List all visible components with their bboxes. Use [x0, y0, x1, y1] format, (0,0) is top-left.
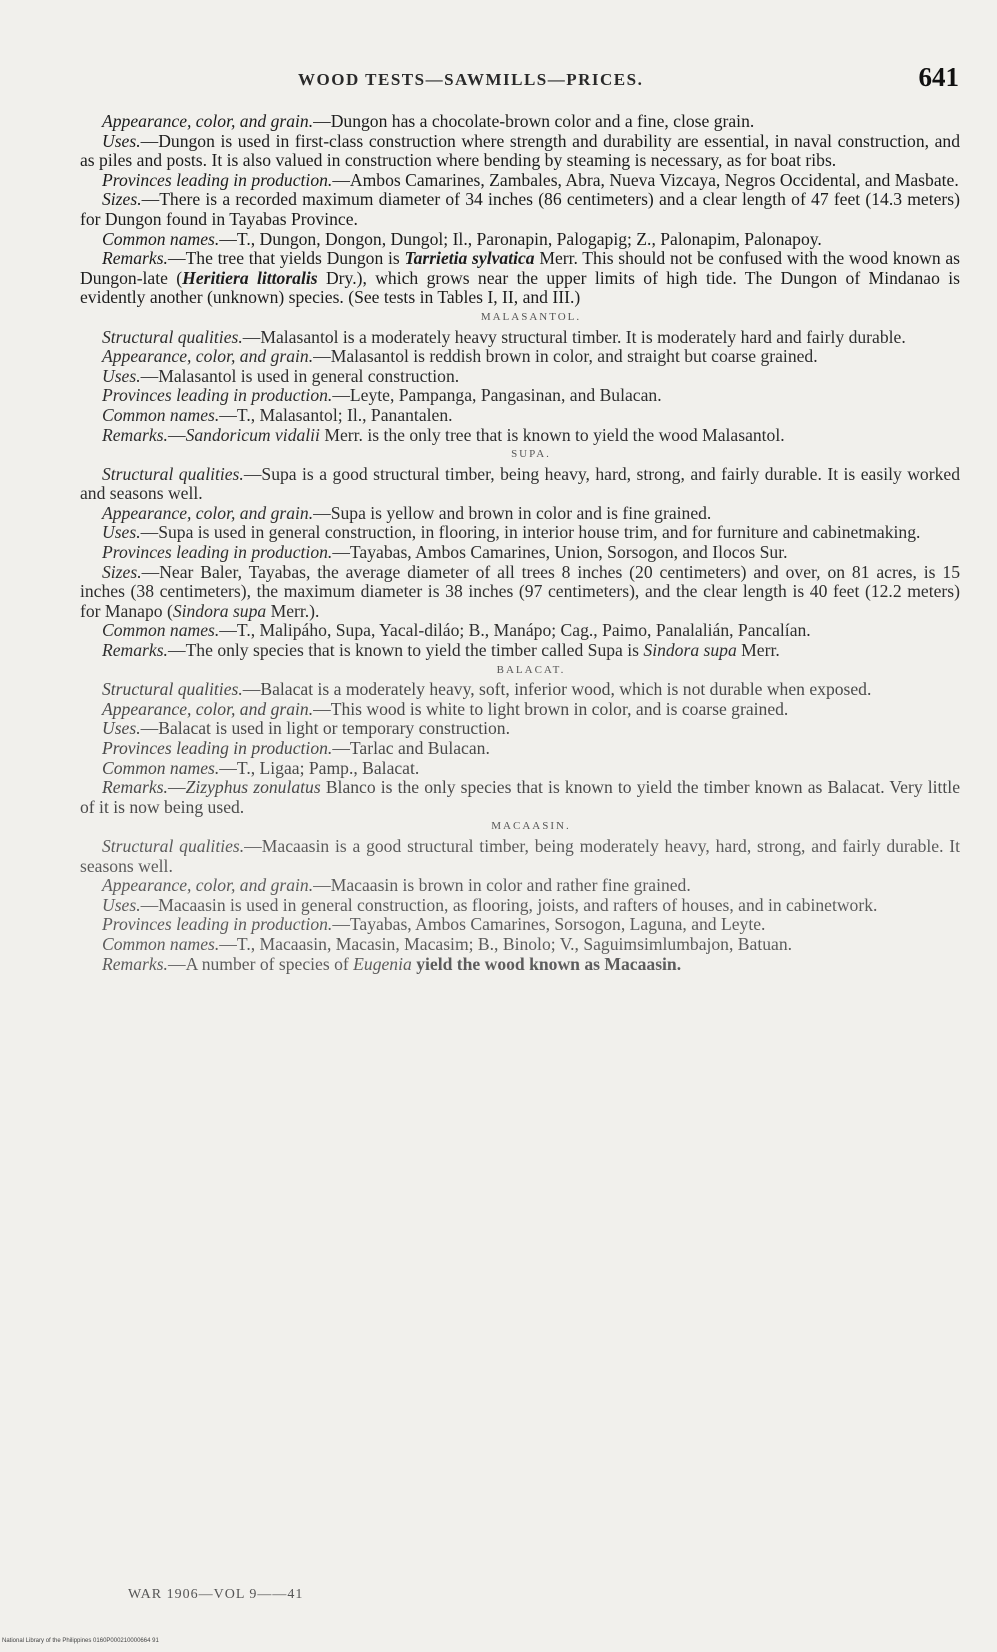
paragraph-appearance [80, 504, 960, 524]
paragraph-uses [80, 523, 960, 543]
section-macaasin [80, 817, 960, 974]
label-structural: Structural qualities. [102, 835, 245, 856]
paragraph-uses [80, 719, 960, 739]
label-remarks: Remarks. [102, 424, 168, 445]
section-balacat [80, 661, 960, 818]
text-uses: —Supa is used in general construction, in flooring, in interior house trim, and for furniture and cabinetmaking. [140, 522, 921, 543]
paragraph-structural [80, 680, 960, 700]
label-common-names: Common names. [102, 757, 220, 778]
paragraph-appearance [80, 112, 960, 132]
text-uses: —Malasantol is used in general construction. [140, 365, 460, 386]
label-uses: Uses. [102, 365, 141, 386]
label-common-names: Common names. [102, 933, 220, 954]
paragraph-common-names [80, 230, 960, 250]
paragraph-appearance [80, 347, 960, 367]
paragraph-structural [80, 328, 960, 348]
scientific-name: Sandoricum vidalii [185, 424, 320, 445]
label-provinces: Provinces leading in production. [102, 169, 333, 190]
label-sizes: Sizes. [102, 189, 142, 210]
text-sizes: —There is a recorded maximum diameter of 34 inches (86 centimeters) and a clear length of 47 feet (14.3 meters) for Dungon found in Tayabas Province. [80, 189, 960, 229]
label-appearance: Appearance, color, and grain. [102, 502, 314, 523]
text-structural: —Balacat is a moderately heavy, soft, inferior wood, which is not durable when exposed. [242, 679, 872, 700]
text-remarks-c: Dry.), which grows near the upper limits of high tide. The Dungon of Mindanao is evidently another (unknown) species. (See tests in Tables I, II, and III.) [80, 267, 960, 308]
text-structural: —Supa is a good structural timber, being heavy, hard, strong, and fairly durable. It is easily worked and seasons well. [80, 463, 960, 504]
label-provinces: Provinces leading in production. [102, 914, 333, 935]
paragraph-structural [80, 837, 960, 876]
label-common-names: Common names. [102, 620, 220, 641]
text-structural: —Macaasin is a good structural timber, being moderately heavy, hard, strong, and fairly durable. It seasons well. [80, 835, 961, 876]
text-remarks-a: —The only species that is known to yield the timber called Supa is [167, 640, 644, 661]
text-remarks-a: — [167, 424, 186, 445]
text-remarks-a: — [167, 777, 186, 798]
running-title: WOOD TESTS—SAWMILLS—PRICES. [298, 70, 644, 89]
paragraph-common-names [80, 935, 960, 955]
label-uses: Uses. [102, 130, 141, 151]
paragraph-uses [80, 896, 960, 916]
paragraph-provinces [80, 543, 960, 563]
text-provinces: —Tayabas, Ambos Camarines, Union, Sorsogon, and Ilocos Sur. [332, 542, 788, 563]
label-common-names: Common names. [102, 228, 220, 249]
text-common-names: —T., Dungon, Dongon, Dungol; Il., Paronapin, Palogapig; Z., Palonapim, Palonapoy. [219, 228, 822, 249]
page-header [78, 62, 959, 102]
text-uses: —Balacat is used in light or temporary construction. [140, 718, 510, 739]
label-remarks: Remarks. [102, 248, 168, 269]
label-common-names: Common names. [102, 404, 220, 425]
text-remarks-b: Merr. [736, 640, 780, 661]
label-sizes: Sizes. [102, 561, 142, 582]
scientific-name: Eugenia [353, 953, 412, 974]
text-provinces: —Leyte, Pampanga, Pangasinan, and Bulacan. [332, 385, 662, 406]
label-provinces: Provinces leading in production. [102, 542, 333, 563]
label-provinces: Provinces leading in production. [102, 738, 333, 758]
label-appearance: Appearance, color, and grain. [102, 346, 314, 367]
scan-credit: National Library of the Philippines 0160P000210000664 91 [2, 1638, 159, 1644]
paragraph-structural [80, 465, 960, 504]
section-heading: MALASANTOL. [480, 310, 582, 323]
text-common-names: —T., Malasantol; Il., Panantalen. [219, 404, 453, 425]
paragraph-uses [80, 132, 960, 171]
section-heading: MACAASIN. [491, 820, 571, 833]
section-supa [80, 445, 960, 661]
text-remarks-b: Merr. is the only tree that is known to yield the wood Malasantol. [319, 424, 785, 445]
paragraph-common-names [80, 406, 960, 426]
text-common-names: —T., Ligaa; Pamp., Balacat. [219, 757, 420, 778]
label-appearance: Appearance, color, and grain. [102, 875, 314, 896]
label-appearance: Appearance, color, and grain. [102, 111, 314, 131]
label-remarks: Remarks. [102, 953, 168, 974]
text-common-names: —T., Macaasin, Macasin, Macasim; B., Binolo; V., Saguimsimlumbajon, Batuan. [219, 933, 793, 954]
paragraph-common-names [80, 759, 960, 779]
text-appearance: —Supa is yellow and brown in color and is fine grained. [313, 502, 712, 523]
label-structural: Structural qualities. [102, 463, 244, 484]
paragraph-remarks [80, 426, 960, 446]
text-remarks-a: —The tree that yields Dungon is [167, 248, 405, 269]
text-provinces: —Tarlac and Bulacan. [332, 738, 490, 758]
label-remarks: Remarks. [102, 777, 168, 798]
paragraph-provinces [80, 386, 960, 406]
text-appearance: —Malasantol is reddish brown in color, and straight but coarse grained. [313, 346, 818, 367]
scientific-name: Zizyphus zonulatus [185, 777, 321, 798]
text-remarks-a: —A number of species of [167, 953, 354, 974]
text-provinces: —Ambos Camarines, Zambales, Abra, Nueva Vizcaya, Negros Occidental, and Masbate. [332, 169, 959, 190]
text-common-names: —T., Malipáho, Supa, Yacal-diláo; B., Manápo; Cag., Paimo, Panalalián, Pancalían. [219, 620, 811, 641]
paragraph-common-names [80, 621, 960, 641]
text-remarks-b: yield the wood known as Macaasin. [411, 953, 682, 974]
scientific-name: Sindora supa [172, 600, 267, 621]
paragraph-sizes [80, 190, 960, 229]
text-appearance: —Macaasin is brown in color and rather fine grained. [313, 875, 691, 896]
paragraph-provinces [80, 915, 960, 935]
scientific-name: Tarrietia sylvatica [404, 248, 535, 269]
text-appearance: —Dungon has a chocolate-brown color and a fine, close grain. [313, 111, 755, 131]
text-uses: —Dungon is used in first-class construction where strength and durability are essential, in naval construction, and as piles and posts. It is also valued in construction where bending by steaming is necessary, as for boat ribs. [80, 130, 960, 171]
text-sizes-a: —Near Baler, Tayabas, the average diameter of all trees 8 inches (20 centimeters) and over, on 81 acres, is 15 inches (38 centimeters), the maximum diameter is 38 inches (97 centimeters), and the clear length is 40 feet (12.2 meters) for Manapo ( [80, 561, 960, 621]
scientific-name: Heritiera littoralis [182, 267, 318, 288]
scientific-name: Sindora supa [643, 640, 737, 661]
label-appearance: Appearance, color, and grain. [102, 698, 314, 719]
paragraph-provinces [80, 739, 960, 759]
paragraph-remarks [80, 955, 960, 975]
section-heading: SUPA. [511, 448, 551, 461]
paragraph-uses [80, 367, 960, 387]
text-appearance: —This wood is white to light brown in color, and is coarse grained. [313, 698, 789, 719]
text-remarks-b: Blanco is the only species that is known to yield the timber known as Balacat. Very little of it is now being used. [80, 777, 960, 817]
page-body [80, 112, 960, 974]
label-uses: Uses. [102, 894, 141, 915]
paragraph-appearance [80, 876, 960, 896]
label-remarks: Remarks. [102, 640, 168, 661]
paragraph-appearance [80, 700, 960, 720]
paragraph-provinces [80, 171, 960, 191]
page-number: 641 [918, 62, 959, 92]
text-uses: —Macaasin is used in general construction, as flooring, joists, and rafters of houses, and in cabinetwork. [140, 894, 878, 915]
paragraph-sizes [80, 563, 960, 622]
label-structural: Structural qualities. [102, 679, 243, 700]
label-uses: Uses. [102, 718, 141, 739]
paragraph-remarks [80, 249, 960, 308]
text-remarks-b: Merr. This should not be confused with the wood known as Dungon-late ( [80, 248, 960, 288]
paragraph-remarks [80, 641, 960, 661]
text-sizes-b: Merr.). [266, 600, 320, 621]
signature-mark: WAR 1906—VOL 9——41 [128, 1587, 304, 1602]
label-structural: Structural qualities. [102, 326, 243, 347]
label-uses: Uses. [102, 522, 141, 543]
section-malasantol [80, 308, 960, 445]
section-heading: BALACAT. [496, 663, 566, 676]
section-dungon [80, 112, 960, 308]
paragraph-remarks [80, 778, 960, 817]
text-structural: —Malasantol is a moderately heavy structural timber. It is moderately hard and fairly durable. [242, 326, 906, 347]
label-provinces: Provinces leading in production. [102, 385, 333, 406]
text-provinces: —Tayabas, Ambos Camarines, Sorsogon, Laguna, and Leyte. [332, 914, 766, 935]
